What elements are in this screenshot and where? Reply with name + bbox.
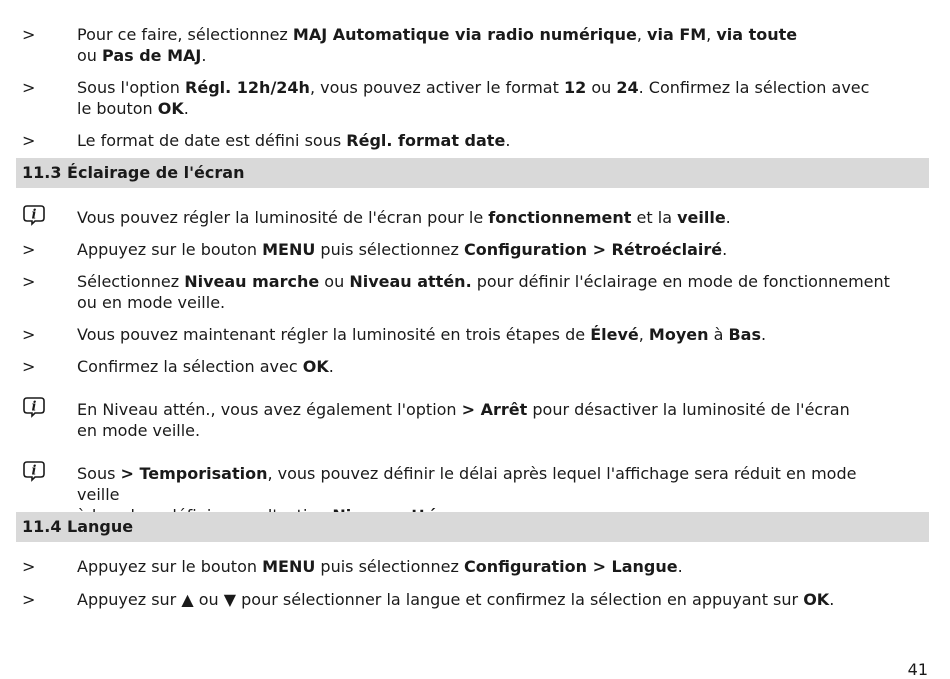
text-run: , vous pouvez activer le format (309, 78, 564, 97)
text-run: En Niveau attén., vous avez également l'option (77, 400, 462, 419)
bullet-marker: > (22, 325, 36, 344)
text-run: Pour ce faire, sélectionnez (77, 25, 293, 44)
bullet-item (22, 239, 928, 260)
bold-term: Régl. format date (346, 131, 506, 150)
text-run: . Confirmez la sélection avec (638, 78, 870, 97)
bold-term: OK (803, 590, 830, 609)
info-note (22, 207, 928, 228)
text-run: Sélectionnez (77, 272, 185, 291)
section-heading: 11.3 Éclairage de l'écran (16, 158, 929, 188)
text-run: puis sélectionnez (315, 557, 464, 576)
bullet-item (22, 324, 928, 345)
text-run: ou en mode veille. (77, 293, 226, 312)
text-run: Appuyez sur le bouton (77, 557, 263, 576)
bullet-marker: > (22, 590, 36, 609)
bold-term: veille (677, 208, 726, 227)
text-run: Confirmez la sélection avec (77, 357, 303, 376)
bold-term: > Temporisation (120, 464, 268, 483)
bold-term: fonctionnement (488, 208, 632, 227)
bold-term: Configuration > Langue (463, 557, 678, 576)
item-text (77, 556, 897, 577)
text-run: puis sélectionnez (315, 240, 464, 259)
bold-term: Niveau marche (184, 272, 320, 291)
bold-term: 24 (616, 78, 639, 97)
bullet-item (22, 130, 928, 151)
bullet-marker: > (22, 272, 36, 291)
bullet-marker: > (22, 78, 36, 97)
text-run: Appuyez sur ▲ ou ▼ pour sélectionner la langue et confirmez la sélection en appuyant sur (77, 590, 804, 609)
svg-text:i: i (31, 207, 37, 223)
bold-term: Niveau attén. (349, 272, 472, 291)
bold-term: Élevé (590, 325, 639, 344)
text-run: . (183, 99, 189, 118)
text-run: à (708, 325, 729, 344)
bold-term: Bas (728, 325, 761, 344)
bold-term: MENU (262, 240, 316, 259)
bullet-item (22, 271, 928, 313)
info-icon (22, 204, 46, 231)
bold-term: Régl. 12h/24h (185, 78, 310, 97)
text-run: Vous pouvez maintenant régler la luminosité en trois étapes de (77, 325, 591, 344)
bullet-item (22, 77, 928, 119)
bold-term: OK (302, 357, 329, 376)
text-run: , (638, 325, 649, 344)
bold-term: via FM (647, 25, 707, 44)
info-note (22, 399, 928, 441)
bullet-marker: > (22, 240, 36, 259)
page-number: 41 (907, 660, 928, 679)
item-text (77, 271, 897, 313)
bold-term: > Arrêt (461, 400, 528, 419)
section-heading: 11.4 Langue (16, 512, 929, 542)
item-text (77, 130, 897, 151)
text-run: pour définir l'éclairage en mode de fonctionnement (471, 272, 890, 291)
text-run: le bouton (77, 99, 158, 118)
text-run: et la (631, 208, 678, 227)
svg-text:i: i (31, 463, 37, 479)
text-run: ou (586, 78, 617, 97)
bullet-item (22, 589, 928, 610)
bold-term: Configuration > Rétroéclairé (463, 240, 723, 259)
info-icon (22, 396, 46, 423)
text-run: , (706, 25, 717, 44)
bold-term: via toute (716, 25, 798, 44)
bullet-item (22, 356, 928, 377)
text-run: , vous pouvez définir le délai après lequel l'affichage sera réduit en mode veille (77, 464, 857, 504)
text-run: , (636, 25, 648, 44)
item-text (77, 239, 897, 260)
text-run: pour désactiver la luminosité de l'écran (527, 400, 850, 419)
bullet-item (22, 24, 928, 66)
item-text (77, 399, 897, 441)
item-text (77, 589, 897, 610)
bullet-marker: > (22, 557, 36, 576)
text-run: . (761, 325, 767, 344)
bold-term: MAJ Automatique via radio numérique (292, 25, 637, 44)
text-run: . (505, 131, 511, 150)
text-run: ou (77, 46, 103, 65)
text-run: Appuyez sur le bouton (77, 240, 263, 259)
item-text (77, 356, 897, 377)
item-text (77, 207, 897, 228)
text-run: . (201, 46, 207, 65)
info-icon (22, 460, 46, 487)
item-text (77, 77, 897, 119)
bold-term: Moyen (648, 325, 709, 344)
bold-term: OK (157, 99, 184, 118)
bullet-marker: > (22, 357, 36, 376)
text-run: . (725, 208, 731, 227)
bullet-marker: > (22, 131, 36, 150)
text-run: ou (319, 272, 350, 291)
text-run: Sous l'option (77, 78, 186, 97)
item-text (77, 324, 897, 345)
text-run: Vous pouvez régler la luminosité de l'écran pour le (77, 208, 489, 227)
text-run: . (829, 590, 835, 609)
bullet-item (22, 556, 928, 577)
text-run: . (328, 357, 334, 376)
bold-term: 12 (563, 78, 587, 97)
text-run: . (722, 240, 728, 259)
bold-term: MENU (262, 557, 316, 576)
text-run: Sous (77, 464, 121, 483)
svg-text:i: i (31, 399, 37, 415)
text-run: . (677, 557, 683, 576)
bold-term: Pas de MAJ (102, 46, 202, 65)
text-run: Le format de date est défini sous (77, 131, 347, 150)
bullet-marker: > (22, 25, 36, 44)
item-text (77, 24, 897, 66)
text-run: en mode veille. (77, 421, 201, 440)
